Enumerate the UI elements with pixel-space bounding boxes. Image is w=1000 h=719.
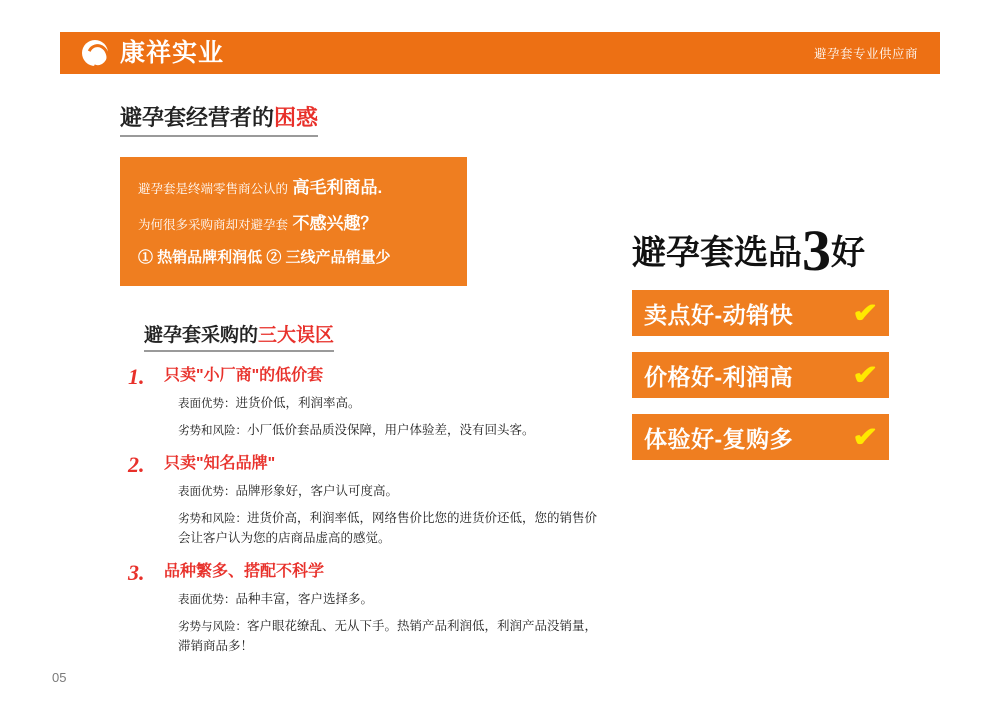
item-detail-text: 小厂低价套品质没保障，用户体验差，没有回头客。 — [247, 422, 535, 437]
header-tagline: 避孕套专业供应商 — [813, 47, 918, 61]
item-detail-label: 劣势与风险： — [178, 620, 247, 633]
right-title-number: 3 — [802, 218, 831, 283]
item-number: 1. — [128, 363, 145, 389]
subsection-title-highlight: 三大误区 — [258, 324, 335, 346]
leaf-circle-icon — [82, 40, 108, 66]
item-detail-row — [164, 482, 600, 502]
header-bar — [60, 32, 940, 74]
right-title — [632, 218, 932, 283]
callout-line-3: ① 热销品牌利润低 ② 三线产品销量少 — [138, 249, 391, 267]
callout-line-1-small: 避孕套是终端零售商公认的 — [138, 182, 289, 197]
item-detail-text: 品种丰富，客户选择多。 — [235, 591, 374, 606]
item-detail-label: 表面优势： — [178, 486, 236, 499]
benefit-label: 体验好-复购多 — [644, 425, 794, 452]
item-detail-label: 劣势和风险： — [178, 424, 247, 437]
benefit-label: 价格好-利润高 — [644, 363, 794, 390]
item-heading: 只卖"知名品牌" — [164, 455, 276, 473]
item-heading: 品种繁多、搭配不科学 — [164, 563, 325, 581]
item-detail-label: 表面优势： — [178, 397, 236, 410]
right-title-prefix: 避孕套选品 — [632, 234, 802, 272]
item-number: 3. — [128, 560, 145, 586]
item-detail-label: 劣势和风险： — [178, 512, 247, 525]
item-detail-row — [164, 617, 600, 656]
benefit-badge — [632, 414, 889, 460]
section-title — [120, 105, 318, 137]
item-number: 2. — [128, 452, 145, 478]
list-item — [120, 562, 600, 656]
item-detail-row — [164, 509, 600, 548]
item-detail-row — [164, 421, 600, 441]
check-icon: ✔ — [852, 297, 879, 328]
right-title-suffix: 好 — [831, 234, 865, 272]
benefit-badge — [632, 290, 889, 336]
right-content-column — [632, 218, 932, 460]
page-number: 05 — [52, 670, 67, 685]
benefit-badge — [632, 352, 889, 398]
orange-callout-box — [120, 157, 467, 286]
list-item — [120, 363, 600, 440]
item-detail-text: 进货价低，利润率高。 — [235, 395, 361, 410]
callout-line-2-big: 不感兴趣？ — [292, 214, 378, 234]
item-detail-row — [164, 394, 600, 414]
callout-line-1-big: 高毛利商品. — [292, 178, 383, 198]
item-detail-text: 品牌形象好，客户认可度高。 — [235, 484, 399, 499]
check-icon: ✔ — [852, 421, 879, 452]
callout-line-2-small: 为何很多采购商却对避孕套 — [138, 218, 289, 233]
item-detail-row — [164, 590, 600, 610]
left-content-column — [120, 105, 600, 656]
check-icon: ✔ — [852, 359, 879, 390]
item-detail-label: 表面优势： — [178, 593, 236, 606]
callout-line-2 — [138, 211, 449, 237]
benefit-label: 卖点好-动销快 — [644, 301, 794, 328]
item-detail-text: 客户眼花缭乱、无从下手。热销产品利润低，利润产品没销量，滞销商品多！ — [178, 618, 598, 653]
list-item — [120, 454, 600, 548]
subsection-title-plain: 避孕套采购的 — [144, 324, 259, 346]
company-logo-text: 康祥实业 — [120, 38, 225, 67]
section-title-plain: 避孕套经营者的 — [120, 105, 275, 130]
subsection-title — [144, 320, 334, 352]
item-heading: 只卖"小厂商"的低价套 — [164, 366, 324, 384]
section-title-highlight: 困惑 — [274, 105, 319, 130]
callout-line-1 — [138, 175, 449, 201]
item-detail-text: 进货价高，利润率低，网络售价比您的进货价还低，您的销售价会让客户认为您的店商品虚高的感觉。 — [178, 510, 598, 545]
